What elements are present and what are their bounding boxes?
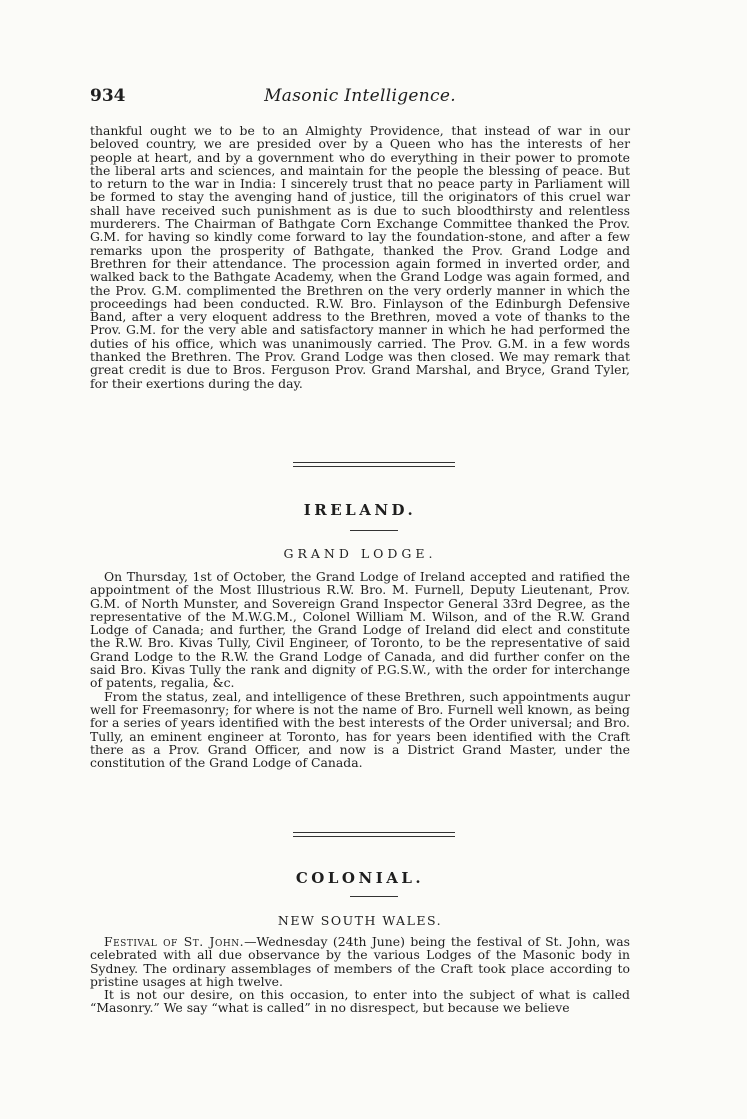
section-divider	[293, 832, 455, 837]
festival-lead-in: Festival of St. John.	[104, 934, 245, 949]
ireland-paragraph: On Thursday, 1st of October, the Grand Lodge of Ireland accepted and ratified the appointment of the Most Illustrious R.W. Bro. M. Furnell, Deputy Lieutenant, Prov. G.M. of North Munster, and Sovereign Grand Inspector General 33rd Degree, as the representative of the M.W.G.M., Colonel William M. Wilson, and of the R.W. Grand Lodge of Canada; and further, the Grand Lodge of Ireland did elect and constitute the R.W. Bro. Kivas Tully, Civil Engineer, of Toronto, to be the representative of said Grand Lodge to the R.W. the Grand Lodge of Canada, and did further confer on the said Bro. Kivas Tully the rank and dignity of P.G.S.W., with the order for interchange of patents, regalia, &c.	[90, 569, 630, 691]
running-header	[90, 86, 630, 108]
colonial-heading: COLONIAL.	[295, 869, 425, 887]
colonial-paragraph	[90, 935, 630, 988]
running-title: Masonic Intelligence.	[264, 86, 456, 106]
ireland-section	[90, 570, 630, 769]
section-divider	[293, 462, 455, 467]
colonial-section	[90, 935, 630, 1015]
page-number: 934	[90, 86, 126, 106]
grand-lodge-subheading: GRAND LODGE.	[283, 546, 437, 561]
colonial-paragraph-text: —Wednesday (24th June) being the festival of St. John, was celebrated with all due observance by the various Lodges of the Masonic body in Sydney. The ordinary assemblages of members of the Craft took place according to pristine usages at high twelve.	[90, 934, 630, 989]
short-rule	[350, 896, 398, 897]
scotland-continued-section	[90, 124, 630, 390]
short-rule	[350, 530, 398, 531]
ireland-heading: IRELAND.	[303, 501, 417, 519]
ireland-paragraph: From the status, zeal, and intelligence of these Brethren, such appointments augur well for Freemasonry; for where is not the name of Bro. Furnell well known, as being for a series of years identified with the best interests of the Order universal; and Bro. Tully, an eminent engineer at Toronto, has for years been identified with the Craft there as a Prov. Grand Officer, and now is a District Grand Master, under the constitution of the Grand Lodge of Canada.	[90, 688, 630, 771]
continued-paragraph: thankful ought we to be to an Almighty Providence, that instead of war in our beloved country, we are presided over by a Queen who has the interests of her people at heart, and by a government who do everything in their power to promote the liberal arts and sciences, and maintain for the people the blessing of peace. But to return to the war in India: I sincerely trust that no peace party in Parliament will be formed to stay the avenging hand of justice, till the originators of this cruel war shall have received such punishment as is due to such bloodthirsty and relentless murderers. The Chairman of Bathgate Corn Exchange Committee thanked the Prov. G.M. for having so kindly come forward to lay the foundation-stone, and after a few remarks upon the prosperity of Bathgate, thanked the Prov. Grand Lodge and Brethren for their attendance. The procession again formed in inverted order, and walked back to the Bathgate Academy, when the Grand Lodge was again formed, and the Prov. G.M. complimented the Brethren on the very orderly manner in which the proceedings had been conducted. R.W. Bro. Finlayson of the Edinburgh Defensive Band, after a very eloquent address to the Brethren, moved a vote of thanks to the Prov. G.M. for the very able and satisfactory manner in which he had performed the duties of his office, which was unanimously carried. The Prov. G.M. in a few words thanked the Brethren. The Prov. Grand Lodge was then closed. We may remark that great credit is due to Bros. Ferguson Prov. Grand Marshal, and Bryce, Grand Tyler, for their exertions during the day.	[90, 123, 630, 391]
colonial-paragraph: It is not our desire, on this occasion, to enter into the subject of what is called “Masonry.” We say “what is called” in no disrespect, but because we believe	[90, 987, 630, 1016]
new-south-wales-subheading: NEW SOUTH WALES.	[277, 913, 443, 928]
